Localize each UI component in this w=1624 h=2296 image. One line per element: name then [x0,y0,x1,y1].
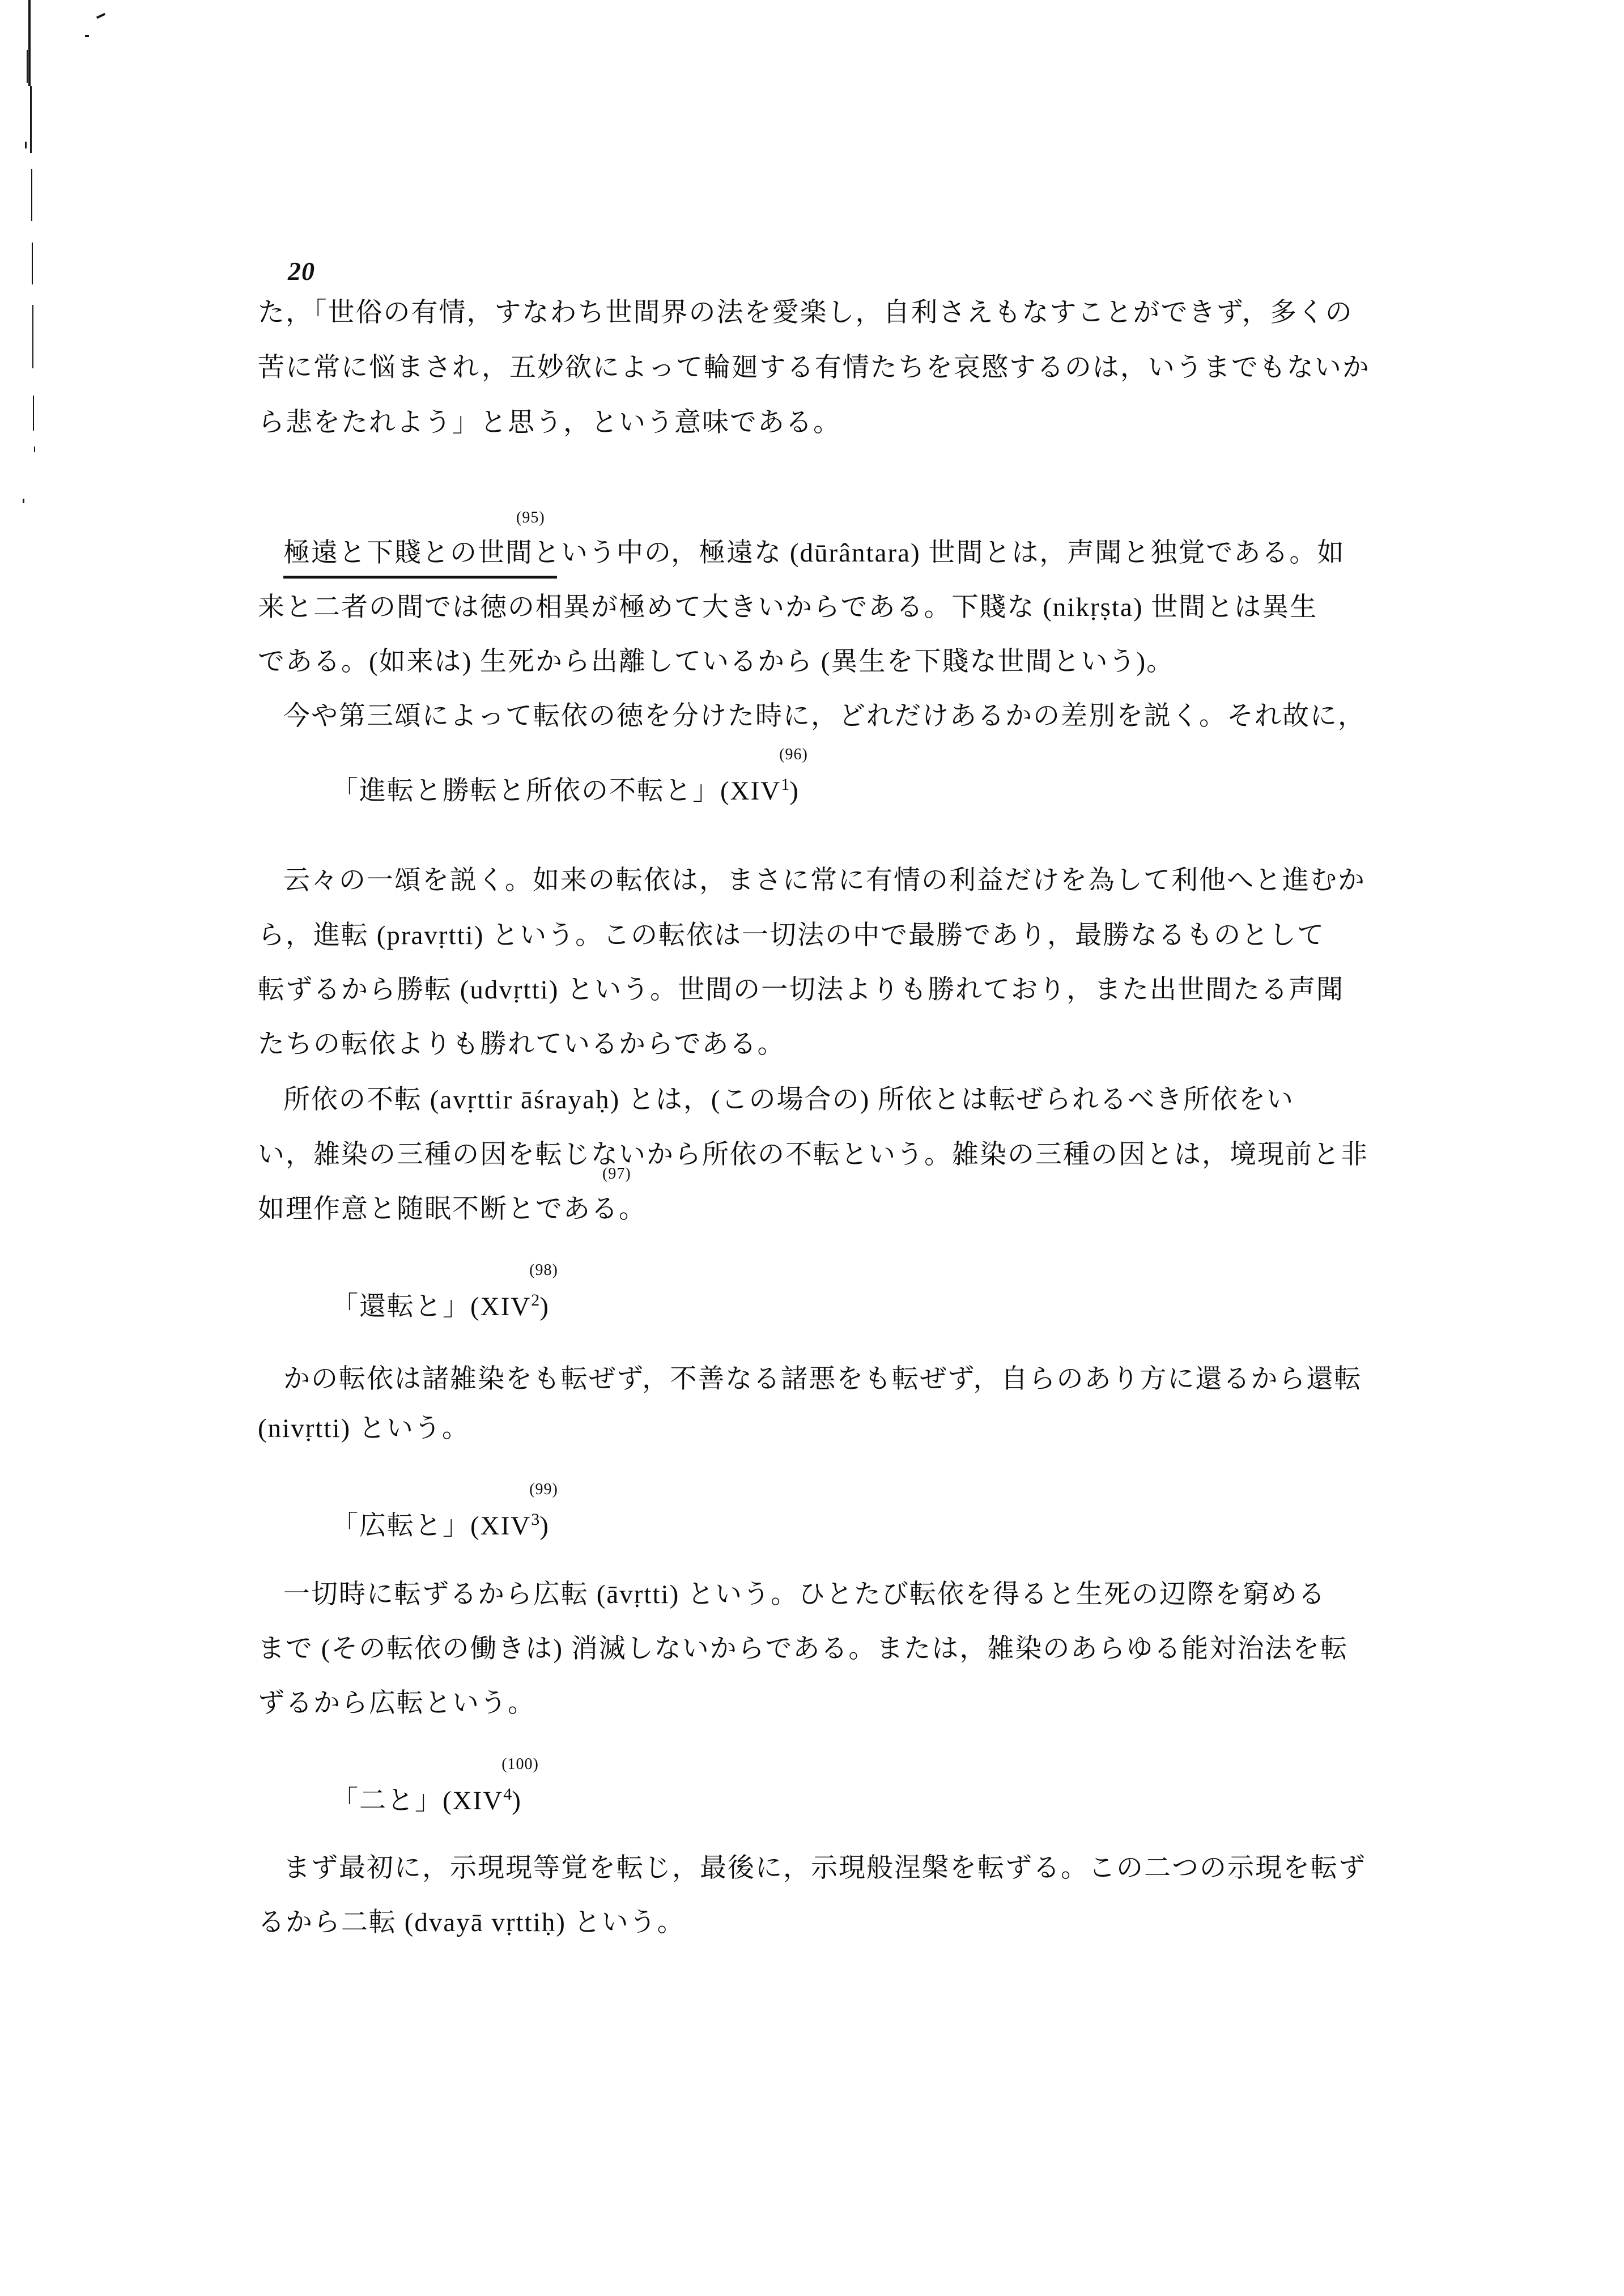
line-text: 今や第三頌によって転依の徳を分けた時に，どれだけあるかの差別を説く。それ故に， [283,701,1366,731]
text-line [258,972,1344,1007]
scan-artifact [27,50,28,83]
scan-artifact [32,305,33,368]
line-text: 所依の不転 (avṛttir āśrayaḥ) とは，(この場合の) 所依とは転ぜられるべき所依をい [283,1085,1294,1115]
footnote-label: (100) [501,1755,539,1773]
underlined-phrase: 極遠と下賤との世間 [283,535,557,579]
line-text: 苦に常に悩まされ，五妙欲によって輪廻する有情たちを哀愍するのは，いうまでもないか [258,353,1370,382]
line-text: (nivṛtti) という。 [258,1414,470,1443]
line-text: 来と二者の間では徳の相異が極めて大きいからである。下賤な (nikṛṣta) 世間とは異生 [258,593,1318,622]
line-text: ら，進転 (pravṛtti) という。この転依は一切法の中で最勝であり，最勝なるものとして [258,921,1325,950]
text-line [258,350,1370,385]
text-line [283,1082,1294,1117]
verse-text: ) [539,1511,550,1541]
verse-superscript: 1 [781,775,790,794]
verse-line [331,1481,558,1547]
text-line [283,1577,1326,1612]
text-line [258,644,1174,679]
text-line [258,1027,785,1062]
text-line [258,1686,535,1721]
line-text: 転ずるから勝転 (udvṛtti) という。世間の一切法よりも勝れており，また出世間たる声聞 [258,975,1345,1005]
verse-text: ) [512,1786,522,1815]
scan-artifact [32,243,33,284]
line-text: 如理作意と随眠不断とである。 [258,1194,647,1224]
scan-artifact [25,142,27,148]
scan-artifact [30,86,32,153]
verse-text: 「還転と」(XIV [331,1292,532,1321]
verse-superscript: 2 [531,1291,540,1309]
verse-line [331,1261,558,1328]
line-text: 一切時に転ずるから広転 (āvṛtti) という。ひとたび転依を得ると生死の辺際を窮める [283,1580,1326,1609]
verse-text: 「進転と勝転と所依の不転と」(XIV [331,776,781,806]
line-text: まず最初に，示現現等覚を転じ，最後に，示現般涅槃を転ずる。この二つの示現を転ず [283,1853,1366,1883]
line-text: である。(如来は) 生死から出離しているから (異生を下賤な世間という)。 [258,647,1175,677]
footnote-label: (97) [602,1165,631,1183]
footnote-label: (95) [516,509,545,526]
verse-text: 「二と」(XIV [331,1786,504,1815]
line-text: たちの転依よりも勝れているからである。 [258,1030,785,1059]
text-line [258,1631,1348,1666]
text-line [283,1362,1362,1397]
line-text: るから二転 (dvayā vṛttiḥ) という。 [258,1908,685,1937]
verse-line [331,746,808,812]
scan-artifact [33,396,34,431]
text-line [258,405,841,440]
footnote-label: (99) [529,1481,558,1498]
text-line [258,295,1353,330]
line-text: かの転依は諸雑染をも転ぜず，不善なる諸悪をも転ぜず，自らのあり方に還るから還転 [283,1364,1362,1394]
line-text: ずるから広転という。 [258,1689,535,1718]
text-line [258,1165,647,1227]
verse-text: 「広転と」(XIV [331,1511,532,1541]
verse-line [331,1755,539,1822]
line-text: ら悲をたれよう」と思う，という意味である。 [258,408,841,437]
text-line [283,509,1345,579]
verse-superscript: 3 [531,1510,540,1529]
text-line [283,863,1366,898]
text-line [283,699,1366,734]
scan-artifact [23,499,24,503]
text-line [258,918,1325,953]
line-text: という中の，極遠な (dūrântara) 世間とは，声聞と独覚である。如 [533,538,1345,568]
page-number: 20 [288,257,315,286]
line-text: まで (その転依の働きは) 消滅しないからである。または，雑染のあらゆる能対治法を転 [258,1634,1349,1664]
scan-artifact [28,0,31,86]
footnote-label: (96) [779,746,808,763]
scan-artifact [85,35,89,37]
scan-artifact [96,13,105,19]
text-line [258,1137,1368,1172]
verse-text: ) [539,1292,550,1321]
text-line [258,590,1317,625]
scan-artifact [31,169,32,221]
verse-text: ) [789,776,800,806]
scan-artifact [34,447,35,452]
line-text: 云々の一頌を説く。如来の転依は，まさに常に有情の利益だけを為して利他へと進むか [283,866,1366,895]
line-text: い，雑染の三種の因を転じないから所依の不転という。雑染の三種の因とは，境現前と非 [258,1140,1368,1170]
text-line [258,1905,685,1940]
line-text: た，「世俗の有情，すなわち世間界の法を愛楽し，自利さえもなすことができず，多くの [258,298,1353,328]
text-line [258,1411,470,1446]
verse-superscript: 4 [503,1785,512,1804]
text-line [283,1851,1366,1886]
footnote-label: (98) [529,1261,558,1279]
